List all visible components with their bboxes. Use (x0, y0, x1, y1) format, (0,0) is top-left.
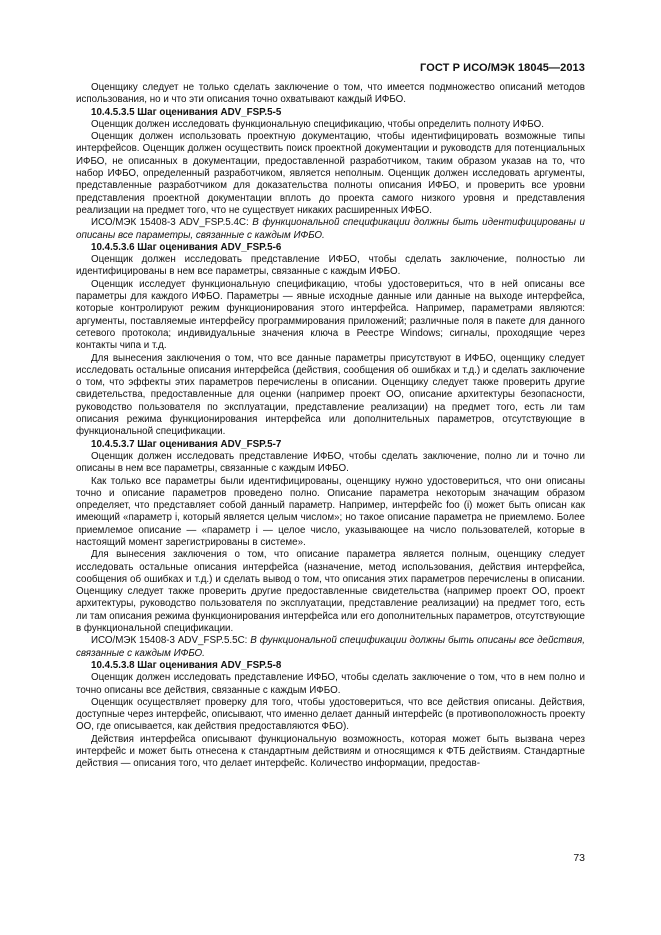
requirement-text: В функциональной спецификации должны быть идентифицированы и описаны все параметры, связанные с каждым ИФБО. (76, 217, 586, 241)
standard-requirement-paragraph (76, 217, 585, 242)
section-heading: 10.4.5.3.8 Шаг оценивания ADV_FSP.5-8 (91, 659, 282, 671)
paragraph: Для вынесения заключения о том, что все данные параметры присутствуют в ИФБО, оценщику следует исследовать остальные описания интерфейса (действия, сообщения об ошибках и т.д.) и сделать заключение о том, что эффекты этих параметров перечислены в описании. Оценщику следует также проверить другие свидетельства, предоставленные для оценки (например проект ОО, описание архитектуры безопасности, руководство пользователя по эксплуатации, представление реализации) на предмет того, есть ли там описания режима функционирования интерфейса или дополнительных параметров, отсутствующие в функциональной спецификации. (76, 352, 585, 438)
paragraph: Для вынесения заключения о том, что описание параметра является полным, оценщику следует исследовать остальные описания интерфейса (назначение, метод использования, действия интерфейса, сообщения об ошибках и т.д.) и сделать вывод о том, что описания этих параметров перечислены в описании. Оценщику следует также проверить другие предоставленные свидетельства (например проект ОО, проект архитектуры, руководство пользователя по эксплуатации, представление реализации) на предмет того, есть ли там описания режима функционирования интерфейса или его дополнительных параметров, отсутствующие в функциональной спецификации. (76, 549, 585, 635)
paragraph: Оценщик исследует функциональную спецификацию, чтобы удостовериться, что в ней описаны все параметры для каждого ИФБО. Параметры — явные исходные данные или данные на выходе интерфейса, которые контролируют режим функционирования этого интерфейса. Например, параметрами являются: аргументы, поставляемые интерфейсу программирования приложений; различные поля в пакете для данного сетевого протокола; индивидуальные значения ключа в Реестре Windows; сигналы, проходящие через контакты чипа и т.д. (76, 278, 585, 352)
requirement-reference: ИСО/МЭК 15408-3 ADV_FSP.5.5C: (91, 635, 251, 647)
page-header: ГОСТ Р ИСО/МЭК 18045—2013 (420, 62, 585, 74)
section-heading: 10.4.5.3.5 Шаг оценивания ADV_FSP.5-5 (91, 106, 282, 118)
paragraph: Действия интерфейса описывают функциональную возможность, которая может быть вызвана через интерфейс и может быть отнесена к стандартным действиям и относящимся к ФТБ действиям. Стандартные действия — описания того, что делает интерфейс. Количество информации, предостав- (76, 733, 585, 770)
paragraph: Оценщик осуществляет проверку для того, чтобы удостовериться, что все действия описаны. Действия, доступные через интерфейс, описывают, что именно делает данный интерфейс (в противоположность проекту ОО, где описывается, как действия предоставляются ФБО). (76, 696, 585, 733)
paragraph: Оценщик должен исследовать функциональную спецификацию, чтобы определить полноту ИФБО. (91, 118, 544, 130)
page-number: 73 (573, 852, 585, 864)
requirement-text: В функциональной спецификации должны быть описаны все действия, связанные с каждым ИФБО. (76, 635, 585, 659)
paragraph: Оценщик должен исследовать представление ИФБО, чтобы сделать заключение, полно ли и точно ли описаны в нем все параметры, связанные с каждым ИФБО. (76, 450, 585, 475)
paragraph: Оценщик должен исследовать представление ИФБО, чтобы сделать заключение, полностью ли идентифицированы в нем все параметры, связанные с каждым ИФБО. (76, 254, 585, 278)
section-heading: 10.4.5.3.7 Шаг оценивания ADV_FSP.5-7 (91, 438, 282, 450)
paragraph: Как только все параметры были идентифицированы, оценщику нужно удостовериться, что они описаны точно и описание параметров проведено полно. Описание параметра некоторым значащим образом определяет, что представляет собой данный параметр. Например, интерфейс foo (i) может быть описан как имеющий «параметр i, который является целым числом»; но такое описание параметра не приемлемо. Более приемлемое описание — «параметр i — целое число, указывающее на число пользователей, которые в настоящий момент зарегистрированы в системе». (76, 475, 585, 548)
standard-requirement-paragraph (76, 635, 585, 660)
document-body (76, 82, 585, 771)
section-heading: 10.4.5.3.6 Шаг оценивания ADV_FSP.5-6 (91, 241, 282, 253)
paragraph: Оценщик должен использовать проектную документацию, чтобы идентифицировать возможные типы интерфейсов. Оценщик должен осуществить поиск проектной документации и руководств для потенциальных ИФБО, не описанных в документации, предоставленной разработчиком, таким образом указав на то, что набор ИФБО, определенный разработчиком, является неполным. Оценщик должен исследовать аргументы, представленные разработчиком для доказательства полноты описания ИФБО, и проверить все уровни представления проектной документации вплоть до проекта самого низкого уровня и представления реализации на предмет того, что не существует никаких расширенных ИФБО. (76, 131, 585, 216)
paragraph: Оценщик должен исследовать представление ИФБО, чтобы сделать заключение о том, что в нем полно и точно описаны все действия, связанные с каждым ИФБО. (76, 672, 585, 696)
paragraph: Оценщику следует не только сделать заключение о том, что имеется подмножество описаний методов использования, но и что эти описания точно охватывают каждый ИФБО. (76, 82, 585, 106)
requirement-reference: ИСО/МЭК 15408-3 ADV_FSP.5.4C: (91, 217, 253, 229)
